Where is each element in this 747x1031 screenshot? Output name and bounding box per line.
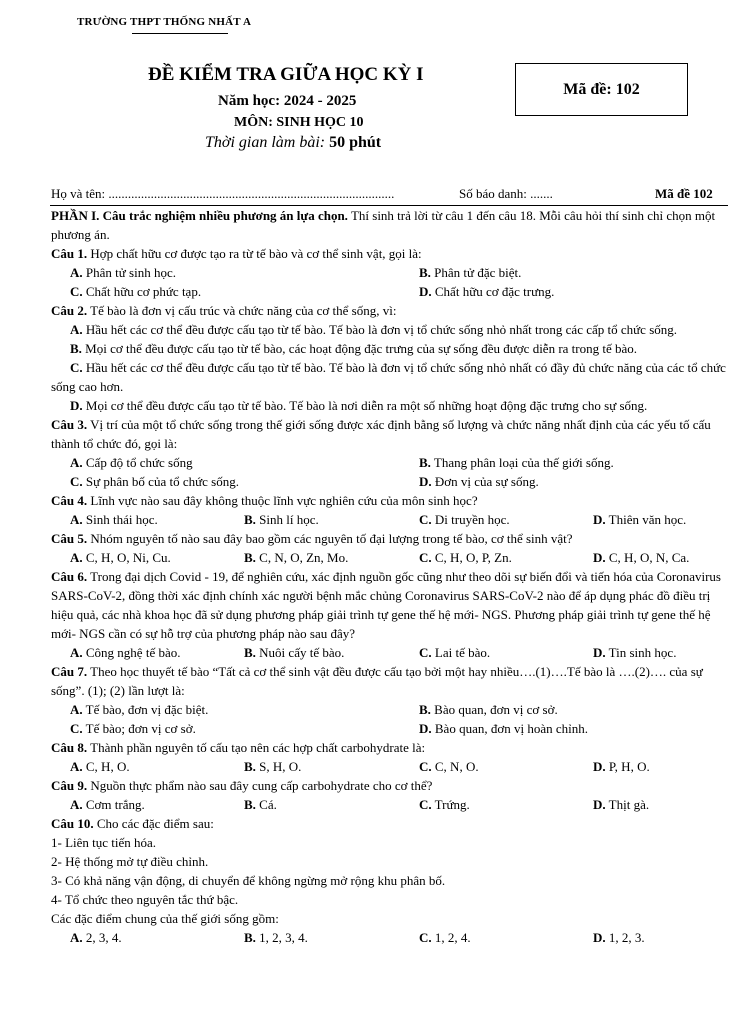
option-b: B. Nuôi cấy tế bào. bbox=[244, 645, 345, 660]
question-7: Câu 7. Theo học thuyết tế bào “Tất cả cơ thể sinh vật đều được cấu tạo bởi một hay nhiều….(1)….Tế bào là ….(2)…. của sự sống”. (1); (2) lần lượt là: bbox=[51, 664, 703, 698]
option-a: A. Cơm trắng. bbox=[70, 797, 145, 812]
school-name: TRƯỜNG THPT THỐNG NHẤT A bbox=[77, 16, 252, 28]
school-underline bbox=[132, 33, 228, 34]
option-d: D. Bào quan, đơn vị hoàn chỉnh. bbox=[419, 721, 588, 736]
option-b: B. Thang phân loại của thế giới sống. bbox=[419, 455, 614, 470]
question-1: Câu 1. Hợp chất hữu cơ được tạo ra từ tế bào và cơ thể sinh vật, gọi là: bbox=[51, 246, 422, 261]
question-5: Câu 5. Nhóm nguyên tố nào sau đây bao gồm các nguyên tố đại lượng trong tế bào, cơ thể sinh vật? bbox=[51, 531, 573, 546]
option-c: C. 1, 2, 4. bbox=[419, 930, 471, 945]
option-a: A. Sinh thái học. bbox=[70, 512, 158, 527]
question-10-ask: Các đặc điểm chung của thế giới sống gồm: bbox=[51, 911, 279, 926]
question-7-options-2 bbox=[51, 719, 729, 738]
option-a: A. C, H, O. bbox=[70, 759, 130, 774]
option-b: B. S, H, O. bbox=[244, 759, 302, 774]
question-10: Câu 10. Cho các đặc điểm sau: bbox=[51, 816, 214, 831]
option-c: C. Tế bào; đơn vị cơ sở. bbox=[70, 721, 196, 736]
question-8-options bbox=[51, 757, 729, 776]
candidate-number-field: Số báo danh: ....... bbox=[459, 186, 553, 201]
question-8: Câu 8. Thành phần nguyên tố cấu tạo nên các hợp chất carbohydrate là: bbox=[51, 740, 426, 755]
question-3-options-2 bbox=[51, 472, 729, 491]
option-a: A. Tế bào, đơn vị đặc biệt. bbox=[70, 702, 209, 717]
question-7-options bbox=[51, 700, 729, 719]
name-field: Họ và tên: ........................................................................................ bbox=[51, 186, 395, 201]
option-b: B. C, N, O, Zn, Mo. bbox=[244, 550, 349, 565]
option-c: C. Lai tế bào. bbox=[419, 645, 491, 660]
option-c: C. Di truyền học. bbox=[419, 512, 510, 527]
option-c: C. Chất hữu cơ phức tạp. bbox=[70, 284, 202, 299]
option-d: D. Đơn vị của sự sống. bbox=[419, 474, 539, 489]
option-c: C. C, H, O, P, Zn. bbox=[419, 550, 512, 565]
option-a: A. Hầu hết các cơ thể đều được cấu tạo từ tế bào. Tế bào là đơn vị tổ chức sống nhỏ nhất trong các cấp tổ chức sống. bbox=[70, 322, 678, 337]
option-a: A. 2, 3, 4. bbox=[70, 930, 122, 945]
option-d: D. Thiên văn học. bbox=[593, 512, 687, 527]
question-1-options-2 bbox=[51, 282, 729, 301]
statement-4: 4- Tổ chức theo nguyên tắc thứ bậc. bbox=[51, 892, 239, 907]
option-d: D. C, H, O, N, Ca. bbox=[593, 550, 690, 565]
section-heading: PHẦN I. Câu trắc nghiệm nhiều phương án lựa chọn. Thí sinh trả lời từ câu 1 đến câu 18. Mỗi câu hỏi thí sinh chỉ chọn một phương án. bbox=[51, 208, 716, 242]
option-c: C. Trứng. bbox=[419, 797, 470, 812]
question-4: Câu 4. Lĩnh vực nào sau đây không thuộc lĩnh vực nghiên cứu của môn sinh học? bbox=[51, 493, 478, 508]
option-b: B. Cá. bbox=[244, 797, 277, 812]
option-c: C. Sự phân bố của tổ chức sống. bbox=[70, 474, 239, 489]
option-d: D. Tin sinh học. bbox=[593, 645, 677, 660]
option-c: C. Hầu hết các cơ thể đều được cấu tạo từ tế bào. Tế bào là đơn vị tổ chức sống nhỏ nhất có đầy đủ chức năng của các tổ chức sống cao hơn. bbox=[51, 360, 726, 394]
option-b: B. Mọi cơ thể đều được cấu tạo từ tế bào, các hoạt động đặc trưng của sự sống đều được diễn ra trong tế bào. bbox=[70, 341, 638, 356]
exam-content bbox=[51, 206, 729, 947]
question-5-options bbox=[51, 548, 729, 567]
statement-1: 1- Liên tục tiến hóa. bbox=[51, 835, 157, 850]
option-b: B. 1, 2, 3, 4. bbox=[244, 930, 308, 945]
question-3-options bbox=[51, 453, 729, 472]
subject: MÔN: SINH HỌC 10 bbox=[234, 115, 364, 130]
exam-title: ĐỀ KIỂM TRA GIỮA HỌC KỲ I bbox=[148, 64, 424, 85]
option-b: B. Phân tử đặc biệt. bbox=[419, 265, 522, 280]
question-6-options bbox=[51, 643, 729, 662]
exam-code-box: Mã đề: 102 bbox=[515, 63, 688, 116]
question-6: Câu 6. Trong đại dịch Covid - 19, để nghiên cứu, xác định nguồn gốc cũng như theo dõi sự biến đổi và tiến hóa của Coronavirus SARS-CoV-2, đồng thời xác định chính xác người bệnh mắc chủng Coronavirus SARS-CoV-2 nào để áp dụng phác đồ điều trị hiệu quả, các nhà khoa học đã sử dụng phương pháp giải trình tự gene thế hệ mới- NGS. Phương pháp giải trình tự gene thế hệ mới- NGS cần có sự hỗ trợ của phương pháp nào sau đây? bbox=[51, 569, 721, 641]
option-a: A. Cấp độ tổ chức sống bbox=[70, 455, 193, 470]
option-a: A. C, H, O, Ni, Cu. bbox=[70, 550, 171, 565]
statement-2: 2- Hệ thống mở tự điều chỉnh. bbox=[51, 854, 209, 869]
option-d: D. Chất hữu cơ đặc trưng. bbox=[419, 284, 555, 299]
question-4-options bbox=[51, 510, 729, 529]
statement-3: 3- Có khả năng vận động, di chuyển để không ngừng mở rộng khu phân bố. bbox=[51, 873, 446, 888]
option-c: C. C, N, O. bbox=[419, 759, 479, 774]
question-9: Câu 9. Nguồn thực phẩm nào sau đây cung cấp carbohydrate cho cơ thể? bbox=[51, 778, 433, 793]
option-d: D. Thịt gà. bbox=[593, 797, 650, 812]
question-9-options bbox=[51, 795, 729, 814]
exam-time: Thời gian làm bài: 50 phút bbox=[205, 134, 382, 151]
exam-code-label: Mã đề 102 bbox=[655, 186, 713, 201]
school-year: Năm học: 2024 - 2025 bbox=[218, 93, 357, 109]
option-d: D. Mọi cơ thể đều được cấu tạo từ tế bào. Tế bào là nơi diễn ra một số những hoạt động đặc trưng cho sự sống. bbox=[70, 398, 648, 413]
question-2: Câu 2. Tế bào là đơn vị cấu trúc và chức năng của cơ thể sống, vì: bbox=[51, 303, 397, 318]
option-b: B. Bào quan, đơn vị cơ sở. bbox=[419, 702, 558, 717]
option-d: D. P, H, O. bbox=[593, 759, 650, 774]
option-d: D. 1, 2, 3. bbox=[593, 930, 645, 945]
question-10-options bbox=[51, 928, 729, 947]
option-b: B. Sinh lí học. bbox=[244, 512, 319, 527]
question-1-options bbox=[51, 263, 729, 282]
option-a: A. Công nghệ tế bào. bbox=[70, 645, 181, 660]
question-3: Câu 3. Vị trí của một tổ chức sống trong thế giới sống được xác định bằng số lượng và chức năng nhất định của các yếu tố cấu thành tổ chức đó, gọi là: bbox=[51, 417, 711, 451]
option-a: A. Phân tử sinh học. bbox=[70, 265, 176, 280]
